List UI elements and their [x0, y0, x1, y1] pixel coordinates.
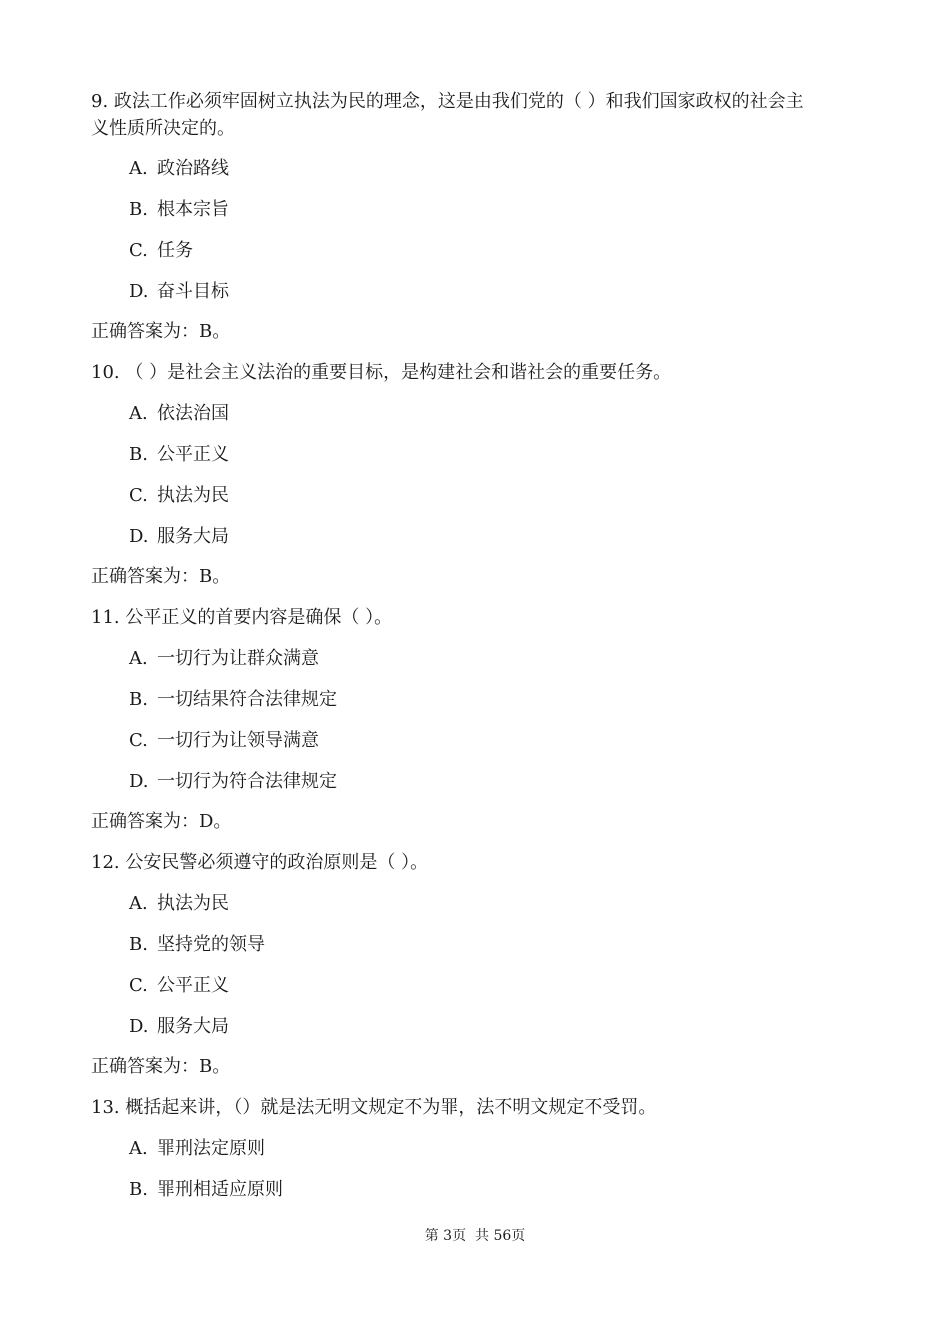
question-12-answer: 正确答案为：B。: [91, 1056, 231, 1077]
question-10-line-1: 10. （ ）是社会主义法治的重要目标，是构建社会和谐社会的重要任务。: [91, 362, 672, 383]
question-9-line-1: 9. 政法工作必须牢固树立执法为民的理念，这是由我们党的（ ）和我们国家政权的社会主: [91, 91, 804, 112]
option-letter: D.: [129, 526, 149, 547]
question-9-option-c: [129, 239, 193, 263]
option-letter: A.: [129, 1138, 148, 1159]
option-text: 执法为民: [157, 485, 229, 506]
question-10-option-b: [129, 443, 229, 467]
option-text: 根本宗旨: [157, 199, 229, 220]
question-11-option-b: [129, 688, 337, 712]
option-letter: A.: [129, 158, 148, 179]
option-text: 公平正义: [157, 975, 229, 996]
option-text: 政治路线: [157, 158, 229, 179]
question-10-option-c: [129, 484, 229, 508]
question-11-line-1: 11. 公平正义的首要内容是确保（ ）。: [91, 607, 393, 628]
question-10-option-a: [129, 402, 229, 426]
question-12-line-1: 12. 公安民警必须遵守的政治原则是（ ）。: [91, 852, 429, 873]
question-9-answer: 正确答案为：B。: [91, 321, 231, 342]
option-text: 一切结果符合法律规定: [157, 689, 337, 710]
option-letter: B.: [129, 444, 148, 465]
option-letter: A.: [129, 648, 148, 669]
option-letter: B.: [129, 934, 148, 955]
option-text: 罪刑法定原则: [157, 1138, 265, 1159]
option-letter: A.: [129, 403, 148, 424]
option-letter: A.: [129, 893, 148, 914]
question-13-option-b: [129, 1178, 283, 1202]
option-text: 服务大局: [157, 526, 229, 547]
option-letter: B.: [129, 199, 148, 220]
question-10-option-d: [129, 525, 229, 549]
page-footer: 第 3页 共 56页: [424, 1228, 526, 1244]
question-11-option-d: [129, 770, 337, 794]
option-text: 一切行为符合法律规定: [157, 771, 337, 792]
option-letter: D.: [129, 1016, 149, 1037]
question-12-option-c: [129, 974, 229, 998]
option-text: 奋斗目标: [157, 281, 229, 302]
question-13-option-a: [129, 1137, 265, 1161]
question-9-line-2: 义性质所决定的。: [91, 118, 235, 139]
question-12-option-a: [129, 892, 229, 916]
question-12-option-d: [129, 1015, 229, 1039]
option-letter: D.: [129, 771, 149, 792]
option-text: 一切行为让群众满意: [157, 648, 319, 669]
option-letter: C.: [129, 485, 148, 506]
option-letter: C.: [129, 240, 148, 261]
option-text: 执法为民: [157, 893, 229, 914]
question-9-option-d: [129, 280, 229, 304]
question-13-line-1: 13. 概括起来讲，（）就是法无明文规定不为罪，法不明文规定不受罚。: [91, 1097, 657, 1118]
question-11-answer: 正确答案为：D。: [91, 811, 232, 832]
option-text: 公平正义: [157, 444, 229, 465]
option-text: 依法治国: [157, 403, 229, 424]
option-letter: B.: [129, 689, 148, 710]
option-letter: C.: [129, 730, 148, 751]
option-letter: D.: [129, 281, 149, 302]
question-12-option-b: [129, 933, 265, 957]
question-9-option-a: [129, 157, 229, 181]
option-text: 任务: [157, 240, 193, 261]
question-11-option-c: [129, 729, 319, 753]
option-text: 一切行为让领导满意: [157, 730, 319, 751]
option-letter: C.: [129, 975, 148, 996]
question-9-option-b: [129, 198, 229, 222]
option-text: 坚持党的领导: [157, 934, 265, 955]
option-letter: B.: [129, 1179, 148, 1200]
question-10-answer: 正确答案为：B。: [91, 566, 231, 587]
question-11-option-a: [129, 647, 319, 671]
option-text: 罪刑相适应原则: [157, 1179, 283, 1200]
option-text: 服务大局: [157, 1016, 229, 1037]
